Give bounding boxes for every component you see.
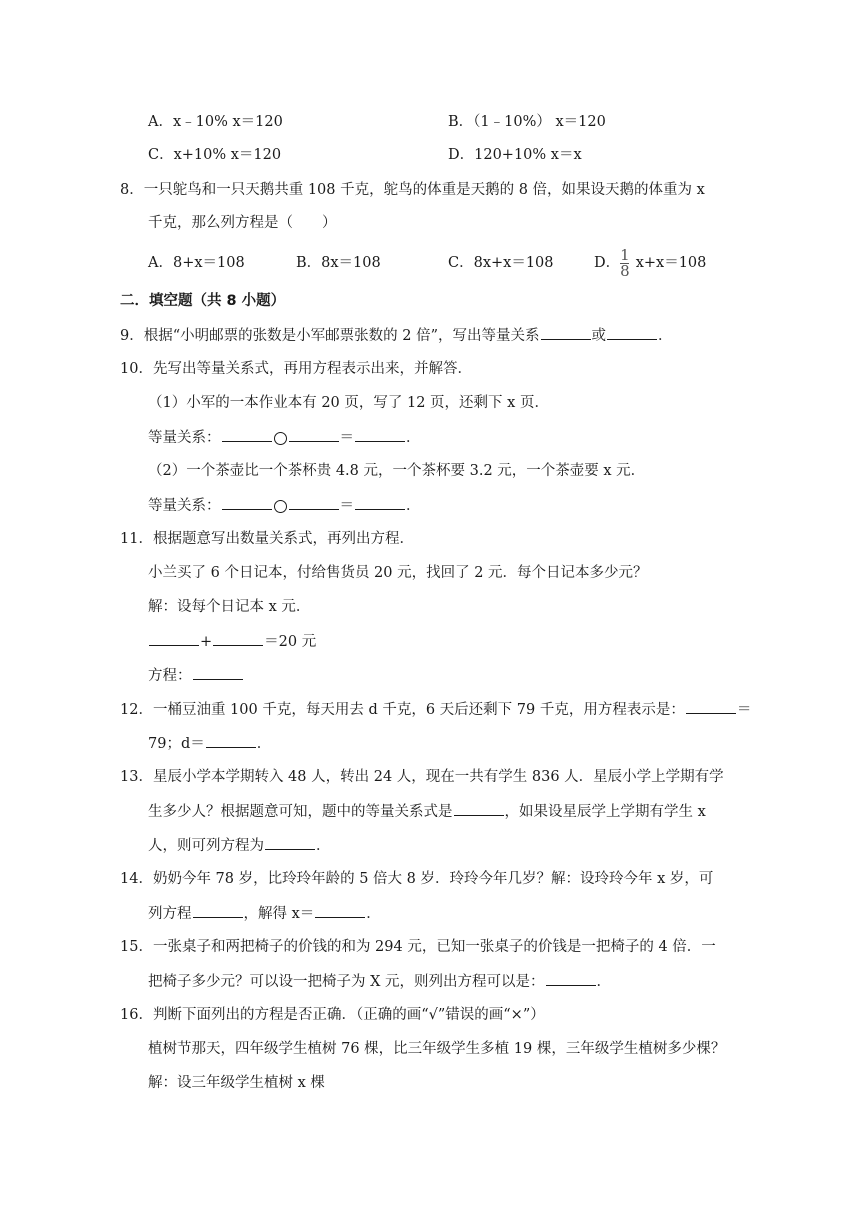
q9-text: 9．根据“小明邮票的张数是小军邮票张数的 2 倍”，写出等量关系 [120,328,540,344]
operator-circle-blank[interactable] [274,500,287,513]
q13-period: ． [316,838,331,854]
answer-blank[interactable] [686,699,736,714]
equation-label: 方程： [148,668,192,684]
q9-end: ． [658,328,673,344]
equals-sign: ＝ [736,702,752,718]
q14-solve: ，解得 x＝ [243,906,315,922]
q16-line2: 植树节那天，四年级学生植树 76 棵，比三年级学生多植 19 棵，三年级学生植树多少棵？ [148,1041,726,1057]
eq-end: ． [406,430,421,446]
fraction-one-eighth [620,245,630,280]
q16-line3: 解：设三年级学生植树 x 棵 [148,1075,325,1091]
q10-title: 10．先写出等量关系式，再用方程表示出来，并解答． [120,361,472,377]
answer-blank[interactable] [355,495,405,510]
q14-line1: 14．奶奶今年 78 岁，比玲玲年龄的 5 倍大 8 岁．玲玲今年几岁？解：设玲玲今年 x 岁，可 [120,871,714,887]
answer-blank[interactable] [315,903,365,918]
q12-line1 [120,699,751,720]
q8-option-d [594,242,706,284]
answer-blank[interactable] [222,495,272,510]
q8-line2: 千克，那么列方程是（ ） [148,215,337,231]
q12-end: ． [256,736,272,752]
eq-label: 等量关系： [148,430,221,446]
fraction-numerator: 1 [620,245,630,264]
q9 [120,325,673,346]
q8-option-c: C．8x+x＝108 [448,255,554,271]
q12-text: 12．一桶豆油重 100 千克，每天用去 d 千克，6 天后还剩下 79 千克，用方程表示是： [120,702,685,718]
equals-sign: ＝ [339,430,354,446]
eq-end: ． [406,498,421,514]
q10-eq1 [148,427,421,448]
answer-blank[interactable] [193,665,243,680]
q11-relation [148,631,316,652]
q16-line1: 16．判断下面列出的方程是否正确．（正确的画“√”错误的画“×”） [120,1007,545,1023]
plus-sign: + [200,634,213,650]
q8-option-d-prefix: D． [594,255,621,271]
answer-blank[interactable] [213,631,263,646]
answer-blank[interactable] [454,801,504,816]
q13-text: 生多少人？根据题意可知，题中的等量关系式是 [148,804,453,820]
eq-label: 等量关系： [148,498,221,514]
answer-blank[interactable] [289,427,339,442]
q10-sub1: （1）小军的一本作业本有 20 页，写了 12 页，还剩下 x 页． [148,395,549,411]
q7-option-c: C．x+10% x＝120 [148,147,282,163]
q14-line2 [148,903,381,924]
answer-blank[interactable] [149,631,199,646]
answer-blank[interactable] [265,835,315,850]
q8-line1: 8．一只鸵鸟和一只天鹅共重 108 千克，鸵鸟的体重是天鹅的 8 倍，如果设天鹅的体重为 x [120,182,705,198]
answer-blank[interactable] [222,427,272,442]
answer-blank[interactable] [206,733,256,748]
q12-d-label: 79；d＝ [148,736,205,752]
answer-blank[interactable] [193,903,243,918]
q10-eq2 [148,495,421,516]
answer-blank[interactable] [289,495,339,510]
q15-period: ． [596,974,612,990]
operator-circle-blank[interactable] [274,432,287,445]
q11-equation [148,665,244,686]
q13-text-end: 人，则可列方程为 [148,838,264,854]
q11-text: 小兰买了 6 个日记本，付给售货员 20 元，找回了 2 元．每个日记本多少元？ [148,565,648,581]
q14-text: 列方程 [148,906,192,922]
fraction-denominator: 8 [620,261,630,280]
answer-blank[interactable] [355,427,405,442]
q11-title: 11．根据题意写出数量关系式，再列出方程． [120,531,414,547]
q14-period: ． [366,906,381,922]
q13-text-cont: ，如果设星辰学上学期有学生 x [504,804,706,820]
section-title: 二．填空题（共 8 小题） [120,293,286,309]
answer-blank[interactable] [607,325,657,340]
q8-option-a: A．8+x＝108 [148,255,245,271]
answer-blank[interactable] [541,325,591,340]
q8-option-b: B．8x＝108 [296,255,381,271]
answer-blank[interactable] [546,971,596,986]
q13-line2 [148,801,706,822]
q9-or: 或 [591,328,606,344]
q8-option-d-suffix: x+x＝108 [635,255,707,271]
q7-option-b: B．（1﹣10%） x＝120 [448,114,606,130]
q11-rhs: ＝20 元 [264,634,317,650]
equals-sign: ＝ [339,498,354,514]
q15-text: 把椅子多少元？可以设一把椅子为 X 元，则列出方程可以是： [148,974,545,990]
q15-line2 [148,971,611,992]
q13-line3 [148,835,331,856]
q15-line1: 15．一张桌子和两把椅子的价钱的和为 294 元，已知一张桌子的价钱是一把椅子的 4 倍．一 [120,939,716,955]
q13-line1: 13．星辰小学本学期转入 48 人，转出 24 人，现在一共有学生 836 人．星辰小学上学期有学 [120,769,724,785]
q7-option-a: A．x﹣10% x＝120 [148,114,283,130]
q10-sub2: （2）一个茶壶比一个茶杯贵 4.8 元，一个茶杯要 3.2 元，一个茶壶要 x 元． [148,463,646,479]
q11-solution: 解：设每个日记本 x 元． [148,599,311,615]
q7-option-d: D．120+10% x＝x [448,147,582,163]
q12-line2 [148,733,271,754]
